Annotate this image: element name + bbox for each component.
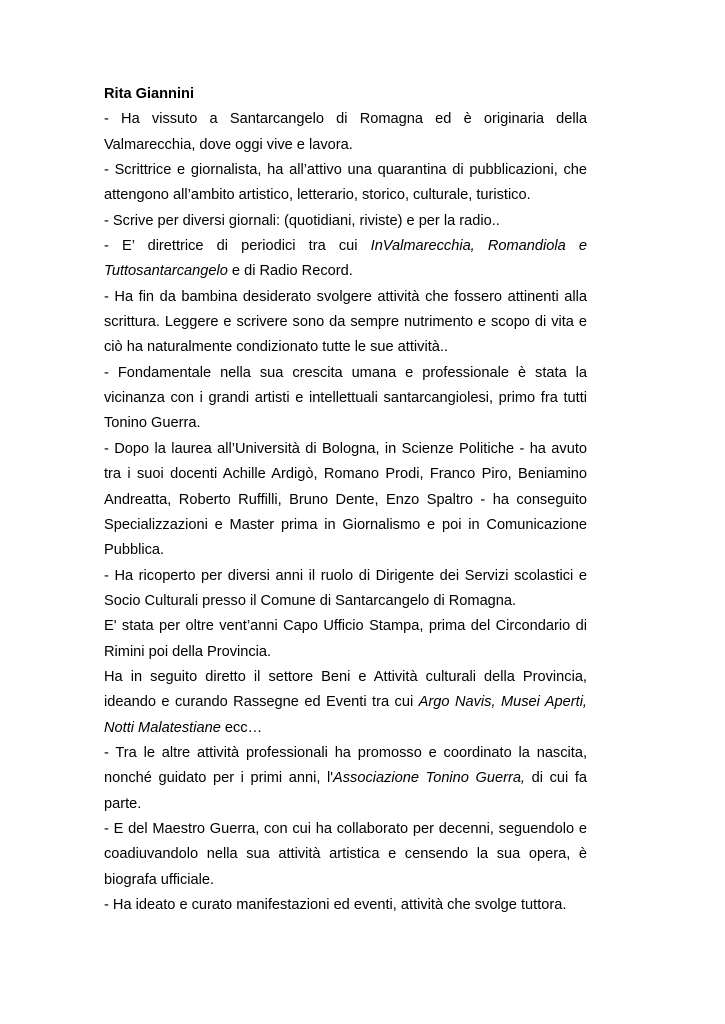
paragraph-cultural-events [104,665,587,741]
paragraph-periodicals [104,234,587,285]
periodicals-titles: InValmarecchia, Romandiola e Tuttosantarcangelo [104,238,588,280]
events-text-after: ecc… [220,719,263,736]
paragraph-current-activity: - Ha ideato e curato manifestazioni ed eventi, attività che svolge tuttora. [104,897,567,913]
paragraph-press-office: E' stata per oltre vent’anni Capo Ufficio Stampa, prima del Circondario di Rimini poi della Provincia. [104,618,587,660]
paragraph-residence: - Ha vissuto a Santarcangelo di Romagna ed è originaria della Valmarecchia, dove oggi vive e lavora. [104,111,587,153]
periodicals-text-before: - E’ direttrice di periodici tra cui [104,238,371,255]
paragraph-director-role: - Ha ricoperto per diversi anni il ruolo di Dirigente dei Servizi scolastici e Socio Culturali presso il Comune di Santarcangelo di Romagna. [104,567,587,609]
paragraph-newspapers: - Scrive per diversi giornali: (quotidiani, riviste) e per la radio.. [104,212,500,229]
events-text-before: Ha in seguito diretto il settore Beni e Attività culturali della Provincia, ideando e curando Rassegne ed Eventi tra cui [104,668,587,711]
paragraph-childhood: - Ha fin da bambina desiderato svolgere attività che fossero attinenti alla scrittura. Leggere e scrivere sono da sempre nutrimento e scopo di vita e ciò ha naturalmente condizionato tutte le sue attività.. [104,288,587,356]
author-name-heading: Rita Giannini [104,86,194,102]
paragraph-association [104,741,587,817]
events-titles: Argo Navis, Musei Aperti, Notti Malatestiane [104,694,587,736]
periodicals-text-after: e di Radio Record. [227,263,353,280]
association-text-before: - Tra le altre attività professionali ha promosso e coordinato la nascita, nonché guidato per i primi anni, l' [104,744,587,787]
paragraph-education: - Dopo la laurea all’Università di Bologna, in Scienze Politiche - ha avuto tra i suoi docenti Achille Ardigò, Romano Prodi, Franco Piro, Beniamino Andreatta, Roberto Ruffilli, Bruno Dente, Enzo Spaltro - ha conseguito Specializzazioni e Master prima in Giornalismo e poi in Comunicazione Pubblica. [104,440,587,559]
association-name: Associazione Tonino Guerra, [333,770,525,787]
paragraph-biographer: - E del Maestro Guerra, con cui ha collaborato per decenni, seguendolo e coadiuvandolo nella sua attività artistica e censendo la sua opera, è biografa ufficiale. [104,820,587,888]
document-body [104,82,587,918]
paragraph-influences: - Fondamentale nella sua crescita umana e professionale è stata la vicinanza con i grandi artisti e intellettuali santarcangiolesi, primo fra tutti Tonino Guerra. [104,364,587,432]
paragraph-writer: - Scrittrice e giornalista, ha all’attivo una quarantina di pubblicazioni, che attengono all’ambito artistico, letterario, storico, culturale, turistico. [104,162,587,204]
association-text-after: di cui fa parte. [104,770,588,812]
